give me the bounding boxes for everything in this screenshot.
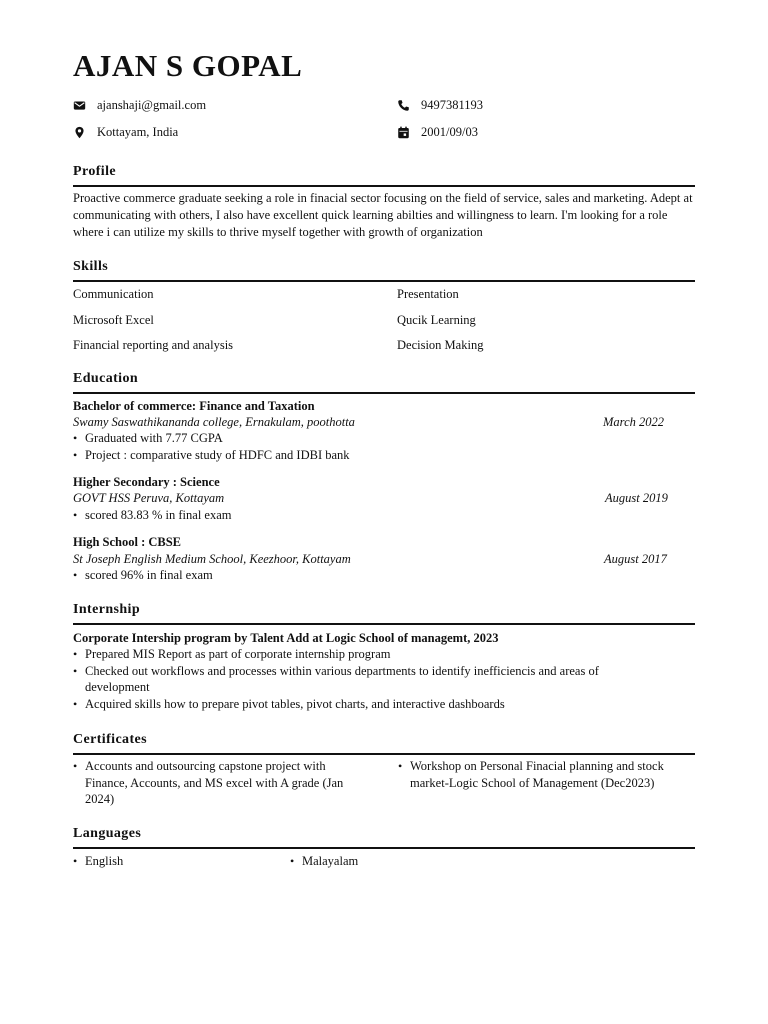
phone-icon: [397, 99, 410, 112]
skill-item: Financial reporting and analysis: [73, 338, 234, 352]
dob-text: 2001/09/03: [421, 125, 478, 139]
internship-heading: Corporate Intership program by Talent Add at Logic School of managemt, 2023: [73, 631, 499, 645]
section-title-profile: Profile: [73, 163, 695, 187]
education-school: GOVT HSS Peruva, Kottayam: [73, 491, 225, 505]
education-bullets: [73, 430, 673, 463]
education-bullets: [73, 567, 673, 584]
list-item: • scored 83.83 % in final exam: [73, 507, 673, 524]
education-degree: High School : CBSE: [73, 535, 182, 549]
language-item: • Malayalam: [290, 853, 490, 870]
skill-item: Microsoft Excel: [73, 313, 154, 327]
list-item: • Acquired skills how to prepare pivot tables, pivot charts, and interactive dashboards: [73, 696, 663, 713]
list-item: • Graduated with 7.77 CGPA: [73, 430, 673, 447]
certificate-list-right: [398, 758, 696, 791]
certificate-item: • Accounts and outsourcing capstone project with Finance, Accounts, and MS excel with A grade (Jan 2024): [73, 758, 363, 808]
language-item: • English: [73, 853, 273, 870]
list-item: • Checked out workflows and processes within various departments to identify inefficiencis and areas of development: [73, 663, 663, 696]
contact-phone: [397, 97, 483, 113]
education-school: Swamy Saswathikananda college, Ernakulam, poothotta: [73, 415, 355, 429]
section-title-certificates: Certificates: [73, 731, 695, 755]
skill-item: Decision Making: [397, 338, 484, 352]
section-title-education: Education: [73, 370, 695, 394]
profile-summary: Proactive commerce graduate seeking a role in finacial sector focusing on the field of service, sales and marketing. Adept at communicating with others, I also have excellent quick learning abilties and willingness to learn. I'm looking for a role where i can utilize my skills to thrive myself together with growth of organization: [73, 191, 693, 239]
calendar-icon: [397, 126, 410, 139]
education-date: August 2017: [604, 552, 667, 566]
list-item: • scored 96% in final exam: [73, 567, 673, 584]
section-title-skills: Skills: [73, 258, 695, 282]
contact-location: [73, 124, 178, 140]
education-degree: Higher Secondary : Science: [73, 475, 220, 489]
education-date: August 2019: [605, 491, 668, 505]
education-school: St Joseph English Medium School, Keezhoor, Kottayam: [73, 552, 351, 566]
contact-email: [73, 97, 206, 113]
list-item: • Prepared MIS Report as part of corporate internship program: [73, 646, 663, 663]
mail-icon: [73, 99, 86, 112]
section-title-internship: Internship: [73, 601, 695, 625]
location-text: Kottayam, India: [97, 125, 179, 139]
education-degree: Bachelor of commerce: Finance and Taxation: [73, 399, 315, 413]
language-list-left: [73, 853, 273, 870]
skill-item: Qucik Learning: [397, 313, 476, 327]
list-item: • Project : comparative study of HDFC and IDBI bank: [73, 447, 673, 464]
contact-dob: [397, 124, 478, 140]
education-date: March 2022: [603, 415, 664, 429]
phone-text: 9497381193: [421, 98, 484, 112]
education-bullets: [73, 507, 673, 524]
section-title-languages: Languages: [73, 825, 695, 849]
certificate-list-left: [73, 758, 363, 808]
email-text: ajanshaji@gmail.com: [97, 98, 207, 112]
skill-item: Communication: [73, 287, 154, 301]
internship-bullets: [73, 646, 663, 713]
language-list-right: [290, 853, 490, 870]
skill-item: Presentation: [397, 287, 459, 301]
certificate-item: • Workshop on Personal Finacial planning and stock market-Logic School of Management (Dec2023): [398, 758, 696, 791]
location-pin-icon: [73, 126, 86, 139]
candidate-name: AJAN S GOPAL: [73, 48, 303, 83]
